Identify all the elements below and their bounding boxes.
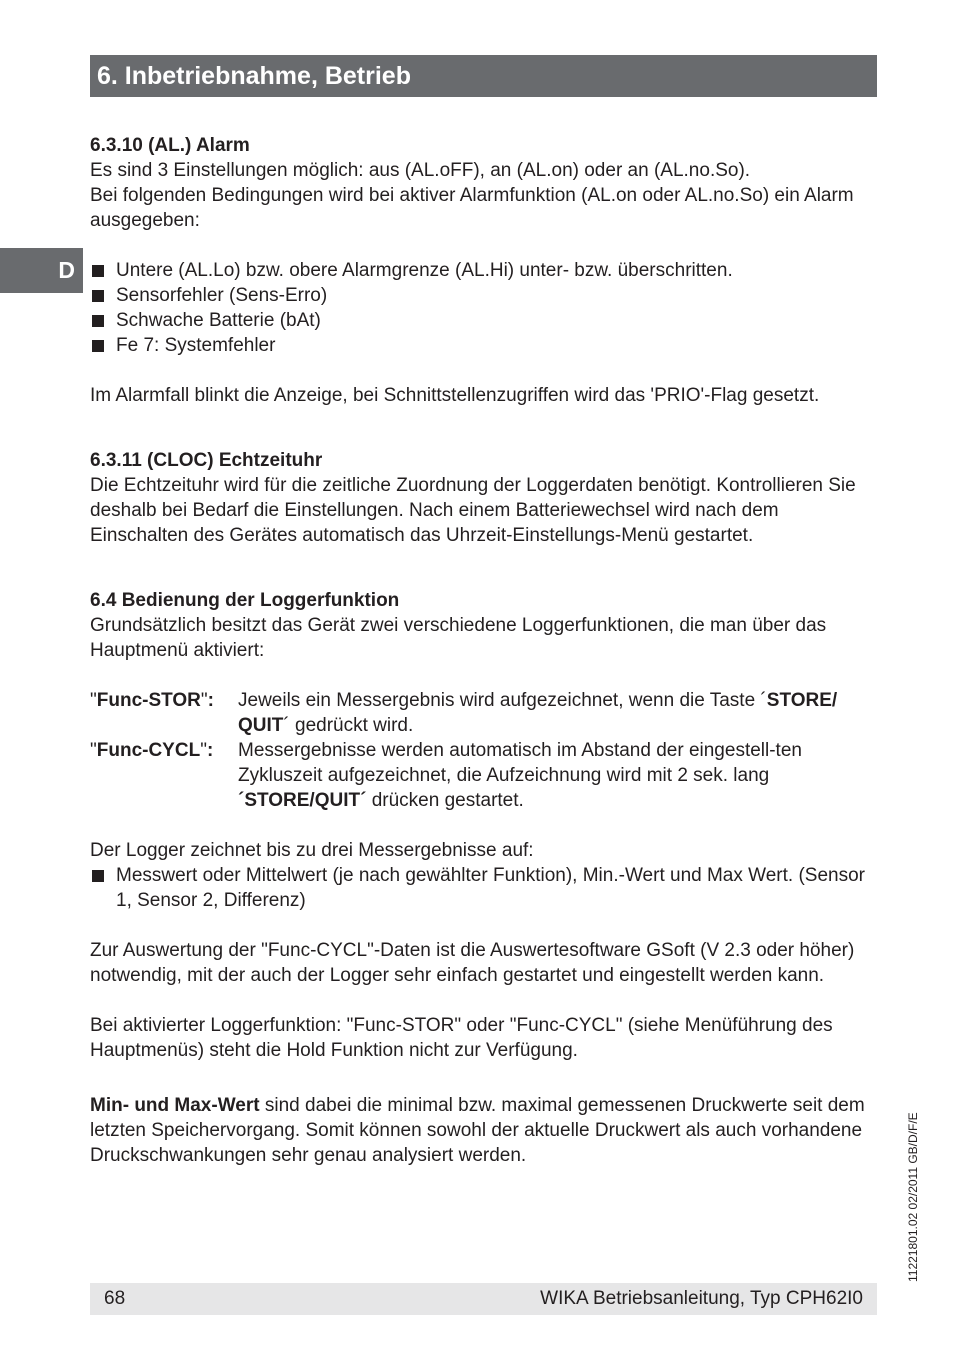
func-stor-row xyxy=(90,688,880,738)
minmax-text: Min- und Max-Wert sind dabei die minimal bzw. maximal gemessenen Druckwerte seit dem letzten Speichervorgang. Somit können sowohl der aktuelle Druckwert als auch vorhandene Druckschwankungen sehr genau analysiert werden. xyxy=(90,1095,865,1166)
logger-records-intro: Der Logger zeichnet bis zu drei Messergebnisse auf: xyxy=(90,840,534,861)
clock-heading: 6.3.11 (CLOC) Echtzeituhr xyxy=(90,450,323,471)
hold-text: Bei aktivierter Loggerfunktion: "Func-STOR" oder "Func-CYCL" (siehe Menüführung des Hauptmenüs) steht die Hold Funktion nicht zur Verfügung. xyxy=(90,1015,833,1061)
gsoft-text: Zur Auswertung der "Func-CYCL"-Daten ist die Auswertesoftware GSoft (V 2.3 oder höher) notwendig, mit der auch der Logger sehr einfach gestartet und eingestellt werden kann. xyxy=(90,940,855,986)
page-content xyxy=(90,133,880,1168)
document-code: 11221801.02 02/2011 GB/D/F/E xyxy=(906,1112,920,1282)
func-cycl-term: "Func-CYCL": xyxy=(90,740,214,761)
alarm-bullet: Untere (AL.Lo) bzw. obere Alarmgrenze (AL.Hi) unter- bzw. überschritten. xyxy=(90,258,880,283)
logger-intro: Grundsätzlich besitzt das Gerät zwei verschiedene Loggerfunktionen, die man über das Hauptmenü aktiviert: xyxy=(90,615,827,661)
alarm-note: Im Alarmfall blinkt die Anzeige, bei Schnittstellenzugriffen wird das 'PRIO'-Flag gesetzt. xyxy=(90,385,820,406)
func-stor-desc: Jeweils ein Messergebnis wird aufgezeichnet, wenn die Taste ´STORE/ QUIT´ gedrückt wird. xyxy=(238,690,838,736)
alarm-line2: Bei folgenden Bedingungen wird bei aktiver Alarmfunktion (AL.on oder AL.no.So) ein Alarm ausgegeben: xyxy=(90,185,854,231)
alarm-bullet: Sensorfehler (Sens-Erro) xyxy=(90,283,880,308)
footer-bar xyxy=(90,1283,877,1315)
func-stor-term: "Func-STOR": xyxy=(90,690,214,711)
section-title: 6. Inbetriebnahme, Betrieb xyxy=(97,62,411,90)
alarm-bullet: Schwache Batterie (bAt) xyxy=(90,308,880,333)
alarm-bullet: Fe 7: Systemfehler xyxy=(90,333,880,358)
func-cycl-desc: Messergebnisse werden automatisch im Abstand der eingestell-ten Zykluszeit aufgezeichnet, die Aufzeichnung wird mit 2 sek. lang ´STORE/QUIT´ drücken gestartet. xyxy=(238,740,802,811)
section-title-bar xyxy=(90,55,877,97)
logger-records-bullet: Messwert oder Mittelwert (je nach gewählter Funktion), Min.-Wert und Max Wert. (Sensor 1, Sensor 2, Differenz) xyxy=(90,863,880,913)
logger-heading: 6.4 Bedienung der Loggerfunktion xyxy=(90,590,400,611)
func-cycl-row xyxy=(90,738,880,813)
clock-text: Die Echtzeituhr wird für die zeitliche Zuordnung der Loggerdaten benötigt. Kontrollieren Sie deshalb bei Bedarf die Einstellungen. Nach einem Batteriewechsel wird nach dem Einschalten des Gerätes automatisch das Uhrzeit-Einstellungs-Menü gestartet. xyxy=(90,475,856,546)
page-number: 68 xyxy=(104,1288,126,1309)
language-tab: D xyxy=(0,248,83,293)
alarm-heading: 6.3.10 (AL.) Alarm xyxy=(90,135,250,156)
manual-title: WIKA Betriebsanleitung, Typ CPH62I0 xyxy=(540,1288,863,1309)
alarm-line1: Es sind 3 Einstellungen möglich: aus (AL.oFF), an (AL.on) oder an (AL.no.So). xyxy=(90,160,751,181)
logger-function-list xyxy=(90,688,880,813)
